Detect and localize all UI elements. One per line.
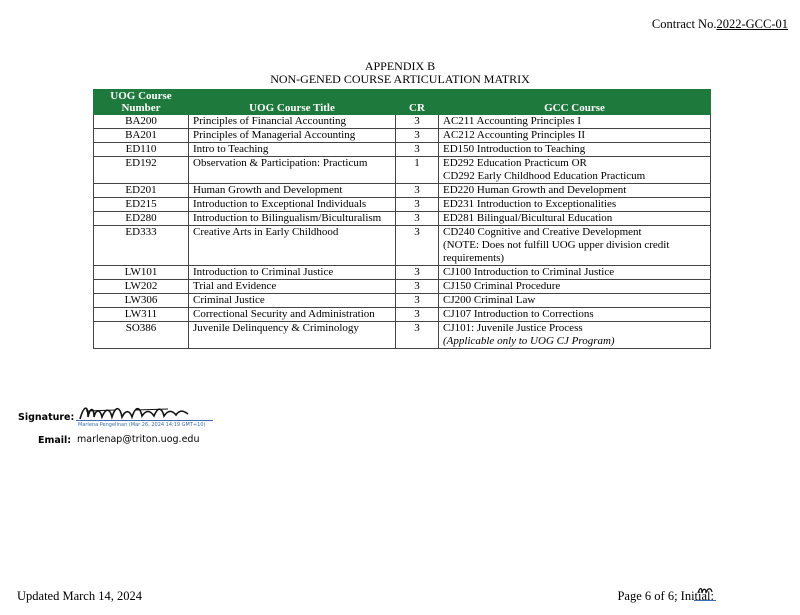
- header-cr: CR: [396, 90, 439, 115]
- table-body: [94, 115, 711, 349]
- credits-cell: 3: [396, 184, 439, 198]
- credits-cell: 3: [396, 308, 439, 322]
- document-title: [0, 60, 800, 86]
- course-title-cell: Introduction to Criminal Justice: [189, 266, 396, 280]
- credits-cell: 3: [396, 226, 439, 266]
- gcc-course-cell: [439, 184, 711, 198]
- course-title-cell: Criminal Justice: [189, 294, 396, 308]
- contract-prefix: Contract No.: [651, 17, 717, 31]
- credits-cell: 3: [396, 212, 439, 226]
- course-title-cell: Creative Arts in Early Childhood: [189, 226, 396, 266]
- credits-cell: 3: [396, 198, 439, 212]
- course-number-cell: LW311: [94, 308, 189, 322]
- initial-line: [694, 600, 716, 601]
- table-row: [94, 115, 711, 129]
- gcc-course-cell: [439, 226, 711, 266]
- credits-cell: 3: [396, 143, 439, 157]
- gcc-course-cell: [439, 129, 711, 143]
- gcc-course-line: (NOTE: Does not fulfill UOG upper division credit requirements): [443, 239, 670, 264]
- appendix-title: APPENDIX B: [364, 59, 436, 73]
- gcc-course-cell: [439, 308, 711, 322]
- course-title-cell: Observation & Participation: Practicum: [189, 157, 396, 184]
- gcc-course-cell: [439, 266, 711, 280]
- table-row: [94, 266, 711, 280]
- gcc-course-line: ED220 Human Growth and Development: [443, 184, 627, 196]
- table-row: [94, 280, 711, 294]
- course-title-cell: Principles of Managerial Accounting: [189, 129, 396, 143]
- credits-cell: 1: [396, 157, 439, 184]
- course-number-cell: ED110: [94, 143, 189, 157]
- gcc-course-line: AC211 Accounting Principles I: [443, 115, 581, 127]
- course-number-cell: ED280: [94, 212, 189, 226]
- gcc-course-cell: [439, 280, 711, 294]
- gcc-course-line: AC212 Accounting Principles II: [443, 129, 586, 141]
- gcc-course-line: CD292 Early Childhood Education Practicum: [443, 170, 646, 182]
- table-row: [94, 184, 711, 198]
- gcc-course-cell: [439, 157, 711, 184]
- header-uog-course-title: UOG Course Title: [189, 90, 396, 115]
- table-row: [94, 157, 711, 184]
- course-number-cell: LW101: [94, 266, 189, 280]
- matrix-title: NON-GENED COURSE ARTICULATION MATRIX: [270, 72, 530, 86]
- credits-cell: 3: [396, 280, 439, 294]
- course-title-cell: Principles of Financial Accounting: [189, 115, 396, 129]
- header-gcc-course: GCC Course: [439, 90, 711, 115]
- gcc-course-line: CJ101: Juvenile Justice Process: [443, 322, 583, 334]
- course-title-cell: Correctional Security and Administration: [189, 308, 396, 322]
- signature-meta: Marlena Pengelinan (Mar 26, 2024 14:19 GMT+10): [78, 422, 206, 428]
- credits-cell: 3: [396, 129, 439, 143]
- gcc-course-line: ED231 Introduction to Exceptionalities: [443, 198, 617, 210]
- gcc-course-line: ED281 Bilingual/Bicultural Education: [443, 212, 613, 224]
- course-title-cell: Introduction to Exceptional Individuals: [189, 198, 396, 212]
- table-row: [94, 308, 711, 322]
- credits-cell: 3: [396, 322, 439, 349]
- gcc-course-cell: [439, 212, 711, 226]
- gcc-course-line: CJ100 Introduction to Criminal Justice: [443, 266, 615, 278]
- gcc-course-line: CJ200 Criminal Law: [443, 294, 536, 306]
- table-row: [94, 294, 711, 308]
- gcc-course-line: ED150 Introduction to Teaching: [443, 143, 586, 155]
- course-title-cell: Introduction to Bilingualism/Biculturalism: [189, 212, 396, 226]
- gcc-course-cell: [439, 198, 711, 212]
- course-number-cell: SO386: [94, 322, 189, 349]
- gcc-course-line: CJ150 Criminal Procedure: [443, 280, 561, 292]
- gcc-course-line: CD240 Cognitive and Creative Development: [443, 226, 642, 238]
- email-value: marlenap@triton.uog.edu: [77, 434, 200, 445]
- email-label: Email:: [38, 435, 72, 446]
- contract-number: [652, 17, 788, 32]
- gcc-course-cell: [439, 294, 711, 308]
- course-number-cell: ED192: [94, 157, 189, 184]
- gcc-course-line: CJ107 Introduction to Corrections: [443, 308, 594, 320]
- signature-line: [76, 420, 213, 421]
- gcc-course-cell: [439, 143, 711, 157]
- header-uog-course-number: UOG Course Number: [94, 90, 189, 115]
- credits-cell: 3: [396, 266, 439, 280]
- articulation-matrix-table: [93, 89, 711, 349]
- course-number-cell: ED215: [94, 198, 189, 212]
- course-title-cell: Trial and Evidence: [189, 280, 396, 294]
- gcc-course-cell: [439, 115, 711, 129]
- course-number-cell: LW202: [94, 280, 189, 294]
- credits-cell: 3: [396, 115, 439, 129]
- course-number-cell: BA200: [94, 115, 189, 129]
- table-row: [94, 226, 711, 266]
- table-row: [94, 212, 711, 226]
- table-row: [94, 129, 711, 143]
- table-header-row: [94, 90, 711, 115]
- gcc-course-cell: [439, 322, 711, 349]
- signature-label: Signature:: [18, 412, 75, 423]
- table-row: [94, 322, 711, 349]
- course-title-cell: Intro to Teaching: [189, 143, 396, 157]
- course-number-cell: BA201: [94, 129, 189, 143]
- course-title-cell: Human Growth and Development: [189, 184, 396, 198]
- course-number-cell: LW306: [94, 294, 189, 308]
- gcc-course-line: ED292 Education Practicum OR: [443, 157, 587, 169]
- credits-cell: 3: [396, 294, 439, 308]
- gcc-course-line: (Applicable only to UOG CJ Program): [443, 335, 615, 347]
- updated-date: Updated March 14, 2024: [17, 589, 142, 603]
- course-title-cell: Juvenile Delinquency & Criminology: [189, 322, 396, 349]
- page-number: Page 6 of 6; Initial:: [617, 589, 714, 603]
- contract-number-value: 2022-GCC-01: [716, 17, 788, 31]
- table-row: [94, 198, 711, 212]
- course-number-cell: ED333: [94, 226, 189, 266]
- course-number-cell: ED201: [94, 184, 189, 198]
- table-row: [94, 143, 711, 157]
